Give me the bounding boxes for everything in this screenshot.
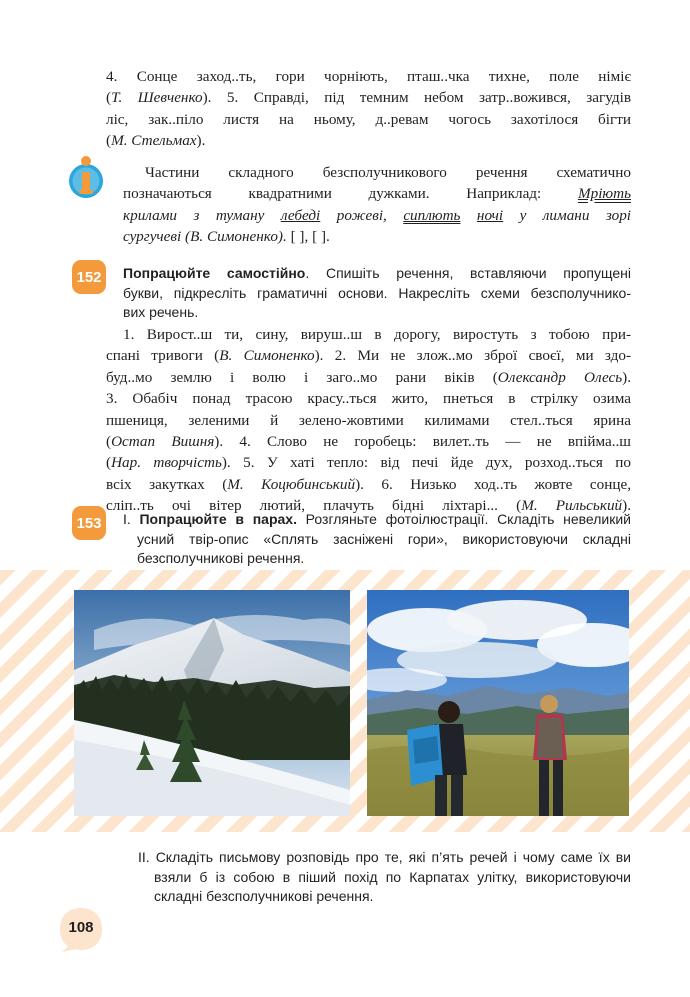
info-line: позначаються квадратними дужками. Наприклад: Мріють [123, 185, 632, 203]
snowy-mountain-photo [74, 590, 350, 816]
text-line: (М. Стельмах). [106, 132, 206, 150]
info-rule-block [123, 162, 631, 248]
text-line: 1. Вирост..ш ти, сину, вируш..ш в дорогу, виростуть з тобою при- [123, 326, 631, 343]
text-line: всіх закутках (М. Коцюбинський). 6. Низько ход..ть жовте сонце, [106, 475, 632, 493]
task-line: Попрацюйте самостійно. Спишіть речення, вставляючи пропущені [123, 265, 631, 281]
task-line: безсполучникові речення. [137, 550, 305, 567]
exercise-153-part-1 [123, 510, 631, 569]
text-line: (Остап Вишня). 4. Слово не горобець: вилет..ть — не впійма..ш [106, 433, 632, 451]
page-number-marker [58, 906, 104, 952]
exercise-153-part-2 [138, 848, 631, 907]
exercise-151-continuation [106, 66, 631, 152]
text-line: спані тривоги (В. Симоненко). 2. Ми не злож..мо зброї своєї, ми здо- [106, 347, 632, 365]
info-example-line: крилами з туману лебеді рожеві, сиплють ночі у лимани зорі [123, 206, 632, 224]
text-line: сліп..ть очі вітер лютий, плачуть бідні ліхтарі... (М. Рильський). [106, 497, 631, 515]
text-line: буд..мо землю і волю і заго..мо рани віків (Олександр Олесь). [106, 368, 632, 386]
info-example-line: сургучеві (В. Симоненко). [ ], [ ]. [123, 228, 330, 246]
text-line: (Нар. творчість). 5. У хаті тепло: від печі йде дух, розход..ться по [106, 454, 631, 472]
exercise-152-sentences [106, 324, 631, 517]
task-line: складні безсполучникові речення. [154, 888, 374, 905]
text-line: (Т. Шевченко). 5. Справді, під темним небом затр..вожився, загудів [106, 89, 631, 107]
page-number: 108 [68, 919, 94, 936]
task-line: взяли б із собою в піший похід по Карпатах улітку, використовуючи [154, 868, 631, 885]
exercise-number-badge: 153 [72, 506, 106, 540]
info-icon [66, 152, 106, 202]
text-line: 4. Сонце заход..ть, гори чорніють, пташ..чка тихне, поле німіє [106, 68, 631, 85]
exercise-number-badge: 152 [72, 260, 106, 294]
task-line: вих речень. [123, 304, 199, 321]
hikers-photo [367, 590, 629, 816]
info-line: Частини складного безсполучникового речення схематично [145, 164, 631, 181]
text-line: ліс, зак..піло листя на ньому, д..ревам чогось захотілося бігти [106, 110, 631, 128]
task-line: букви, підкресліть граматичні основи. Накресліть схеми безсполучнико- [123, 284, 631, 301]
text-line: 3. Обабіч понад трасою красу..ться жито, пнеться в стрілку озима [106, 390, 631, 408]
text-line: пшениця, зеленими й зелено-жовтими килимами стел..ться ярина [106, 411, 631, 429]
task-line: І. Попрацюйте в парах. Розгляньте фотоілюстрації. Складіть невеликий [123, 511, 631, 527]
exercise-152-task [123, 264, 631, 323]
task-line: усний твір-опис «Сплять засніжені гори», використовуючи складні [137, 530, 631, 547]
task-line: ІІ. Складіть письмову розповідь про те, які п’ять речей і чому саме їх ви [138, 849, 631, 865]
